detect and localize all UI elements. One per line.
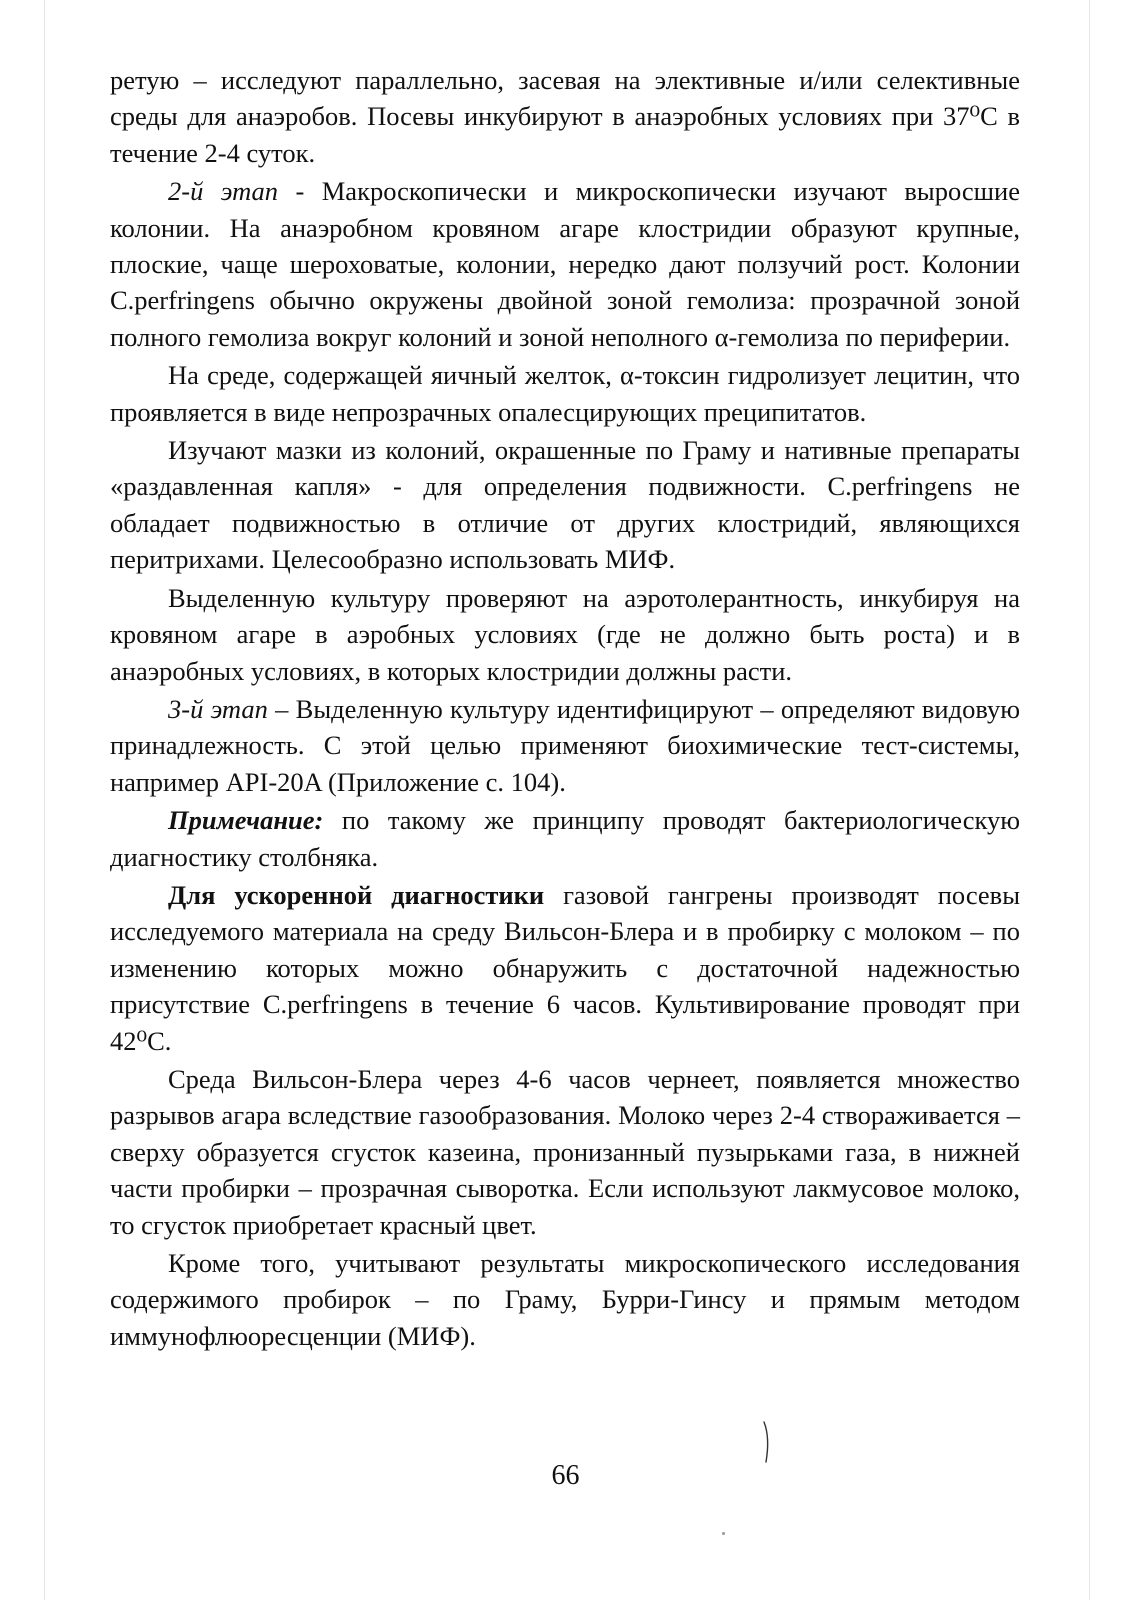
paragraph-text: – Выделенную культуру идентифицируют – определяют видовую принадлежность. С этой целью применяют биохимические тест-системы, например API-20A (Приложение с. 104). bbox=[110, 693, 1020, 797]
paragraph-text: Изучают мазки из колоний, окрашенные по Граму и нативные препараты «раздавленная капля» - для определения подвижности. C.perfringens не обладает подвижностью в отличие от других клостридий, являющихся перитрихами. Целесообразно использовать МИФ. bbox=[110, 435, 1020, 575]
paragraph-text: ретую – исследуют параллельно, засевая на элективные и/или селективные среды для анаэробов. Посевы инкубируют в анаэробных условиях при 37⁰С в течение 2-4 суток. bbox=[110, 65, 1020, 168]
paragraph-6 bbox=[110, 691, 1020, 800]
stage-label: 2-й этап bbox=[168, 176, 279, 207]
paragraph-text: по такому же принципу проводят бактериологическую диагностику столбняка. bbox=[110, 805, 1020, 872]
paragraph-text: Среда Вильсон-Блера через 4-6 часов чернеет, появляется множество разрывов агара вследствие газообразования. Молоко через 2-4 створаживается – сверху образуется сгусток казеина, пронизанный пузырьками газа, в нижней части пробирки – прозрачная сыворотка. Если используют лакмусовое молоко, то сгусток приобретает красный цвет. bbox=[110, 1063, 1020, 1240]
paragraph-text: газовой гангрены производят посевы исследуемого материала на среду Вильсон-Блера и в пробирку с молоком – по изменению которых можно обнаружить с достаточной надежностью присутствие C.perfringens в течение 6 часов. Культивирование проводят при 42⁰С. bbox=[110, 879, 1021, 1056]
paragraph-text: - Макроскопически и микроскопически изучают выросшие колонии. На анаэробном кровяном агаре клостридии образуют крупные, плоские, чаще шероховатые, колонии, нередко дают ползучий рост. Колонии C.perfringens обычно окружены двойной зоной гемолиза: прозрачной зоной полного гемолиза вокруг колоний и зоной неполного α-гемолиза по периферии. bbox=[110, 176, 1020, 352]
paragraph-text: На среде, содержащей яичный желток, α-токсин гидролизует лецитин, что проявляется в виде непрозрачных опалесцирующих преципитатов. bbox=[110, 360, 1020, 427]
stage-label: 3-й этап bbox=[168, 693, 268, 724]
note-label: Примечание: bbox=[168, 805, 324, 836]
paragraph-text: Выделенную культуру проверяют на аэротолерантность, инкубируя на кровяном агаре в аэробных условиях (где не должно быть роста) и в анаэробных условиях, в которых клостридии должны расти. bbox=[110, 582, 1020, 686]
page-body bbox=[110, 62, 1020, 1354]
paragraph-9 bbox=[110, 1061, 1020, 1243]
paragraph-7 bbox=[110, 802, 1020, 875]
scan-speck bbox=[722, 1532, 725, 1535]
paragraph-4 bbox=[110, 432, 1020, 578]
paragraph-10 bbox=[110, 1245, 1020, 1354]
paragraph-3 bbox=[110, 357, 1020, 430]
paragraph-5 bbox=[110, 580, 1020, 689]
pen-stroke-mark bbox=[760, 1420, 772, 1464]
paragraph-1 bbox=[110, 62, 1020, 171]
paragraph-2 bbox=[110, 173, 1020, 355]
page-number: 66 bbox=[551, 1460, 580, 1491]
paragraph-8 bbox=[110, 877, 1020, 1059]
bold-lead: Для ускоренной диагностики bbox=[168, 879, 545, 910]
paragraph-text: Кроме того, учитывают результаты микроскопического исследования содержимого пробирок – по Граму, Бурри-Гинсу и прямым методом иммунофлюоресценции (МИФ). bbox=[110, 1248, 1020, 1351]
